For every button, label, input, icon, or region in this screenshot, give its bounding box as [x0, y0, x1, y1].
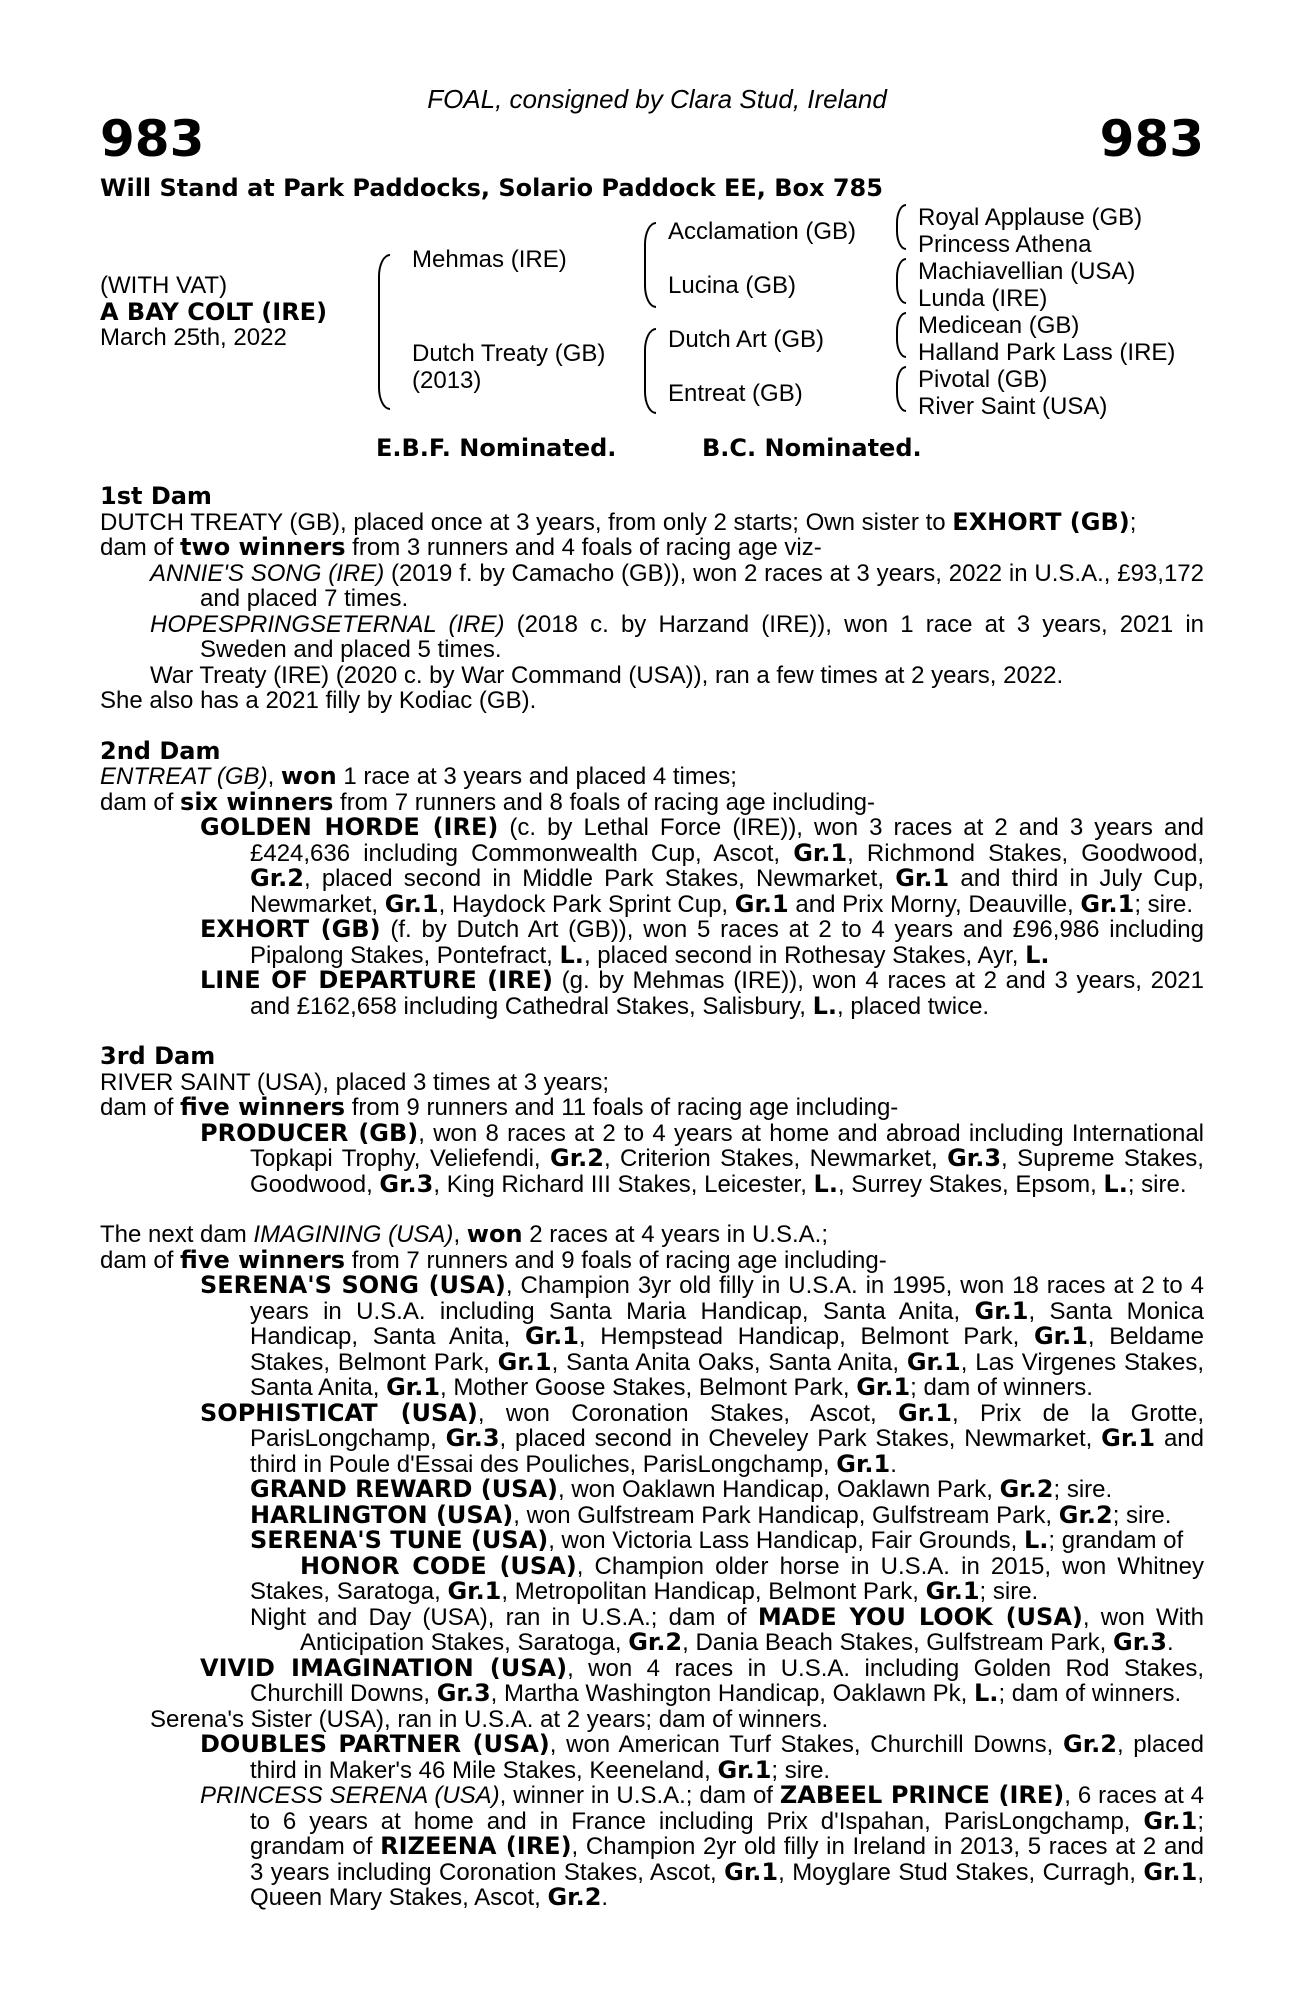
- produce-annies-song: [100, 561, 1204, 612]
- text: dam of: [100, 1094, 181, 1121]
- produce-honor-code: [100, 1551, 1205, 1605]
- grade: L.: [1023, 1526, 1049, 1554]
- dam-name: IMAGINING (USA): [253, 1221, 454, 1248]
- second-dam-line: [100, 764, 1204, 790]
- text: from 3 runners and 4 foals of racing age viz-: [345, 534, 822, 561]
- text: 2 races at 4 years in U.S.A.;: [522, 1221, 828, 1248]
- text: 1 race at 3 years and placed 4 times;: [336, 763, 737, 790]
- grade: Gr.3: [379, 1169, 434, 1198]
- text: , Las Virgenes Stakes, Santa Anita,: [250, 1348, 1204, 1401]
- brace-g3-3a: [896, 312, 906, 336]
- winners-count: two winners: [180, 533, 346, 561]
- catalogue-body: [100, 484, 1204, 1911]
- lot-number-left: 983: [100, 110, 205, 168]
- text: ; sire.: [1134, 890, 1193, 918]
- third-dam-heading: 3rd Dam: [100, 1042, 216, 1070]
- third-dam-line: RIVER SAINT (USA), placed 3 times at 3 years;: [100, 1068, 610, 1096]
- text: from 7 runners and 8 foals of racing age including-: [333, 788, 876, 816]
- dam-sire: Dutch Art (GB): [668, 326, 825, 353]
- horse-name: ZABEEL PRINCE (IRE): [779, 1781, 1065, 1809]
- grade: Gr.1: [1080, 889, 1135, 918]
- text: , won 8 races at 2 to 4 years at home and abroad including International Topkapi Trophy, Veliefendi,: [250, 1119, 1205, 1172]
- produce-vivid-imagination: [100, 1653, 1204, 1707]
- horse-name: HONOR CODE (USA): [300, 1551, 577, 1580]
- grade: Gr.1: [386, 1373, 441, 1401]
- winners-count: five winners: [180, 1245, 346, 1274]
- text: DUTCH TREATY (GB), placed once at 3 years, from only 2 starts; Own sister to: [100, 508, 953, 536]
- text: ; dam of winners.: [910, 1374, 1093, 1401]
- grade: Gr.2: [1063, 1730, 1117, 1758]
- brace-sire: [378, 254, 390, 340]
- produce-exhort: [100, 917, 1204, 968]
- grade: Gr.1: [906, 1347, 961, 1376]
- grade: Gr.1: [1033, 1322, 1088, 1350]
- sire-sire-sire: Royal Applause (GB): [918, 204, 1143, 231]
- horse-name: HOPESPRINGSETERNAL (IRE): [150, 610, 505, 638]
- text: and Prix Morny, Deauville,: [788, 890, 1081, 918]
- grade: L.: [559, 940, 584, 969]
- text: , Champion 2yr old filly in Ireland in 2013, 5 races at 2 and 3 years including Coronation Stakes, Ascot,: [250, 1833, 1204, 1886]
- text: (2019 f. by Camacho (GB)), won 2 races at 3 years, 2022 in U.S.A., £93,172 and placed 7 times.: [200, 559, 1204, 612]
- text: , Haydock Park Sprint Cup,: [438, 890, 735, 918]
- horse-name: SOPHISTICAT (USA): [200, 1398, 478, 1427]
- grade: Gr.1: [524, 1322, 579, 1350]
- grade: Gr.1: [895, 864, 950, 892]
- sire-dam: Lucina (GB): [668, 272, 797, 299]
- dam-name: ENTREAT (GB): [100, 763, 268, 790]
- text: (c. by Lethal Force (IRE)), won 3 races at 2 and 3 years and £424,636 including Commonwealth Cup, Ascot,: [250, 814, 1204, 867]
- brace-sire-parents-top: [644, 222, 656, 268]
- grade: Gr.1: [974, 1296, 1029, 1325]
- text: , Champion older horse in U.S.A. in 2015, won Whitney Stakes, Saratoga,: [250, 1552, 1205, 1605]
- grade: Gr.1: [497, 1347, 552, 1376]
- text: Night and Day (USA), ran in U.S.A.; dam of: [250, 1603, 758, 1631]
- produce-princess-serena: [100, 1783, 1204, 1911]
- stabling-line: Will Stand at Park Paddocks, Solario Paddock EE, Box 785: [100, 174, 883, 202]
- text: , placed second in Middle Park Stakes, Newmarket,: [303, 865, 896, 892]
- horse-name: EXHORT (GB): [200, 915, 381, 943]
- text: , won Gulfstream Park Handicap, Gulfstream Park,: [513, 1501, 1059, 1529]
- second-dam-produce: [100, 787, 1204, 816]
- grade: Gr.1: [447, 1577, 502, 1605]
- sire-name: Mehmas (IRE): [412, 246, 567, 273]
- grade: Gr.1: [898, 1398, 952, 1427]
- text: ; sire.: [771, 1756, 831, 1784]
- brace-sire-parents-bottom: [644, 266, 656, 308]
- produce-sophisticat: [100, 1398, 1204, 1478]
- horse-name: LINE OF DEPARTURE (IRE): [200, 966, 553, 994]
- text: , Beldame Stakes, Belmont Park,: [250, 1323, 1205, 1376]
- horse-name: MADE YOU LOOK (USA): [757, 1602, 1083, 1631]
- horse-name: SERENA'S SONG (USA): [200, 1271, 506, 1299]
- horse-name: ANNIE'S SONG (IRE): [150, 559, 385, 587]
- grade: Gr.1: [793, 838, 848, 867]
- text: (2018 c. by Harzand (IRE)), won 1 race at 3 years, 2021 in Sweden and placed 5 times.: [200, 610, 1204, 663]
- dam-dam: Entreat (GB): [668, 380, 803, 407]
- grade: Gr.1: [1143, 1806, 1198, 1835]
- grade: Gr.2: [550, 1144, 604, 1172]
- produce-grand-reward: [100, 1477, 1204, 1503]
- text: ; sire.: [979, 1578, 1039, 1605]
- brace-g3-4a: [896, 366, 906, 390]
- brace-g3-4b: [896, 388, 906, 412]
- grade: Gr.1: [925, 1577, 980, 1605]
- text: , won American Turf Stakes, Churchill Downs,: [549, 1731, 1063, 1758]
- dam-year: (2013): [412, 367, 482, 394]
- grade: Gr.2: [250, 864, 304, 892]
- foaling-date: March 25th, 2022: [100, 324, 287, 351]
- next-dam-line: [100, 1222, 1204, 1248]
- grade: Gr.3: [445, 1424, 500, 1452]
- text: , Santa Anita Oaks, Santa Anita,: [551, 1348, 907, 1376]
- text: , placed second in Rothesay Stakes, Ayr,: [583, 941, 1026, 969]
- produce-producer: [100, 1118, 1205, 1198]
- sire-dam-dam: Lunda (IRE): [918, 285, 1048, 312]
- text: , Queen Mary Stakes, Ascot,: [250, 1858, 1205, 1911]
- text: (g. by Mehmas (IRE)), won 4 races at 2 and 3 years, 2021 and £162,658 including Cathedral Stakes, Salisbury,: [250, 967, 1205, 1020]
- grade: Gr.1: [1101, 1424, 1156, 1452]
- grade: Gr.1: [1143, 1857, 1198, 1886]
- text: and third in July Cup, Newmarket,: [250, 865, 1205, 918]
- dam-dam-dam: River Saint (USA): [918, 393, 1108, 420]
- consignment-line: FOAL, consigned by Clara Stud, Ireland: [427, 84, 887, 114]
- text: , won Oaklawn Handicap, Oaklawn Park,: [558, 1476, 1000, 1503]
- text: from 7 runners and 9 foals of racing age including-: [345, 1246, 887, 1274]
- brace-g3-2a: [896, 258, 906, 282]
- text: from 9 runners and 11 foals of racing age including-: [345, 1094, 899, 1121]
- text: , Richmond Stakes, Goodwood,: [847, 839, 1204, 867]
- text: , 6 races at 4 to 6 years at home and in France including Prix d'Ispahan, ParisLongchamp,: [250, 1782, 1204, 1835]
- brace-g3-3b: [896, 334, 906, 358]
- grade: Gr.1: [856, 1373, 911, 1401]
- text: ; dam of winners.: [998, 1680, 1182, 1707]
- horse-name: A BAY COLT (IRE): [100, 298, 328, 326]
- text: .: [890, 1450, 897, 1478]
- horse-name: DOUBLES PARTNER (USA): [200, 1730, 550, 1758]
- text: and third in Poule d'Essai des Pouliches, ParisLongchamp,: [250, 1425, 1204, 1478]
- first-dam-produce: [100, 535, 1204, 561]
- dam-dam-sire: Pivotal (GB): [918, 366, 1048, 393]
- horse-name: SERENA'S TUNE (USA): [250, 1526, 549, 1554]
- text: dam of: [100, 1246, 181, 1274]
- grade: Gr.3: [436, 1679, 491, 1707]
- sire-sire-dam: Princess Athena: [918, 231, 1092, 258]
- text: dam of: [100, 534, 181, 561]
- produce-night-and-day: [100, 1602, 1205, 1656]
- grade: Gr.3: [947, 1144, 1002, 1172]
- text: ; grandam of: [1048, 1527, 1184, 1554]
- produce-line-of-departure: [100, 968, 1204, 1019]
- grade: Gr.2: [547, 1883, 602, 1911]
- grade: L.: [974, 1679, 999, 1707]
- text: , Champion 3yr old filly in U.S.A. in 1995, won 18 races at 2 to 4 years in U.S.A. including Santa Maria Handicap, Santa Anita,: [250, 1272, 1204, 1325]
- second-dam-heading: 2nd Dam: [100, 736, 221, 765]
- text: dam of: [100, 788, 181, 816]
- horse-name: GRAND REWARD (USA): [250, 1475, 559, 1503]
- text: , Prix de la Grotte, ParisLongchamp,: [250, 1399, 1204, 1452]
- horse-name: GOLDEN HORDE (IRE): [200, 813, 499, 841]
- produce-kodiac-filly: She also has a 2021 filly by Kodiac (GB).: [100, 687, 537, 714]
- text: ,: [453, 1221, 467, 1248]
- text: , won With Anticipation Stakes, Saratoga,: [300, 1603, 1205, 1656]
- text: , won Coronation Stakes, Ascot,: [477, 1399, 899, 1427]
- text: , Metropolitan Handicap, Belmont Park,: [501, 1578, 926, 1605]
- grade: Gr.2: [1058, 1500, 1113, 1529]
- text: ; grandam of: [250, 1807, 1204, 1860]
- brace-dam-parents-top: [644, 328, 656, 374]
- produce-hopespringseternal: [100, 612, 1204, 663]
- grade: Gr.1: [724, 1857, 779, 1886]
- produce-harlington: [100, 1500, 1204, 1529]
- produce-serenas-tune: [100, 1528, 1204, 1554]
- winners-count: six winners: [180, 787, 334, 816]
- text: , placed second in Cheveley Park Stakes, Newmarket,: [499, 1425, 1102, 1452]
- brace-g3-2b: [896, 280, 906, 304]
- text: .: [601, 1884, 609, 1911]
- grade: Gr.2: [999, 1475, 1054, 1503]
- won-label: won: [280, 762, 337, 790]
- produce-serenas-song: [100, 1273, 1204, 1401]
- brace-g3-1b: [896, 226, 906, 250]
- grade: L.: [813, 1169, 838, 1198]
- horse-name: HARLINGTON (USA): [250, 1500, 514, 1529]
- text: (f. by Dutch Art (GB)), won 5 races at 2 to 4 years and £96,986 including Pipalong Stakes, Pontefract,: [250, 916, 1204, 969]
- horse-name: PRINCESS SERENA (USA): [200, 1782, 500, 1809]
- text: , King Richard III Stakes, Leicester,: [433, 1170, 814, 1198]
- brace-dam: [378, 338, 390, 410]
- sire-dam-sire: Machiavellian (USA): [918, 258, 1136, 285]
- dam-sire-sire: Medicean (GB): [918, 312, 1080, 339]
- horse-name: VIVID IMAGINATION (USA): [200, 1653, 568, 1682]
- text: , placed third in Maker's 46 Mile Stakes, Keeneland,: [250, 1731, 1204, 1784]
- grade: Gr.1: [836, 1449, 891, 1478]
- grade: Gr.1: [384, 889, 439, 918]
- text: The next dam: [100, 1221, 254, 1248]
- text: ;: [1129, 508, 1137, 536]
- brace-dam-parents-bottom: [644, 372, 656, 414]
- sire-sire: Acclamation (GB): [668, 218, 857, 245]
- grade: Gr.2: [628, 1628, 683, 1656]
- horse-name: PRODUCER (GB): [200, 1118, 419, 1147]
- text: , winner in U.S.A.; dam of: [499, 1782, 780, 1809]
- exhort-name: EXHORT (GB): [952, 507, 1130, 536]
- text: , placed twice.: [837, 992, 990, 1020]
- produce-serenas-sister: Serena's Sister (USA), ran in U.S.A. at 2 years; dam of winners.: [150, 1705, 829, 1733]
- text: ; sire.: [1127, 1170, 1187, 1198]
- next-dam-produce: [100, 1245, 1204, 1274]
- grade: Gr.3: [1113, 1628, 1167, 1656]
- text: ; sire.: [1053, 1476, 1113, 1503]
- text: , Surrey Stakes, Epsom,: [837, 1170, 1104, 1198]
- text: , Mother Goose Stakes, Belmont Park,: [440, 1374, 857, 1401]
- grade: L.: [1103, 1169, 1128, 1198]
- text: ,: [267, 763, 281, 790]
- first-dam-line: [100, 507, 1204, 536]
- first-dam-heading: 1st Dam: [100, 482, 212, 510]
- winners-count: five winners: [180, 1093, 346, 1121]
- dam-name: Dutch Treaty (GB): [412, 340, 606, 367]
- produce-doubles-partner: [100, 1732, 1204, 1783]
- text: , Criterion Stakes, Newmarket,: [603, 1145, 948, 1172]
- dam-sire-dam: Halland Park Lass (IRE): [918, 339, 1176, 366]
- text: .: [1166, 1629, 1174, 1656]
- text: , Santa Monica Handicap, Santa Anita,: [250, 1297, 1205, 1350]
- ebf-nomination: E.B.F. Nominated.: [376, 434, 617, 462]
- grade: L.: [812, 991, 838, 1020]
- lot-number-right: 983: [1099, 110, 1204, 168]
- text: , Moyglare Stud Stakes, Curragh,: [778, 1858, 1144, 1886]
- text: , won Victoria Lass Handicap, Fair Grounds,: [548, 1527, 1024, 1554]
- won-label: won: [466, 1220, 523, 1248]
- text: , Martha Washington Handicap, Oaklawn Pk,: [490, 1680, 975, 1707]
- horse-name: RIZEENA (IRE): [380, 1832, 572, 1860]
- text: ; sire.: [1112, 1501, 1172, 1529]
- text: , Hempstead Handicap, Belmont Park,: [578, 1323, 1034, 1350]
- brace-g3-1a: [896, 204, 906, 228]
- grade: Gr.1: [717, 1755, 772, 1784]
- grade: Gr.1: [734, 889, 789, 918]
- text: , Supreme Stakes, Goodwood,: [250, 1145, 1204, 1198]
- third-dam-produce: [100, 1095, 1204, 1121]
- grade: L.: [1025, 940, 1050, 969]
- text: , Dania Beach Stakes, Gulfstream Park,: [682, 1629, 1113, 1656]
- produce-golden-horde: [100, 815, 1204, 917]
- produce-war-treaty: War Treaty (IRE) (2020 c. by War Command (USA)), ran a few times at 2 years, 2022.: [150, 661, 1064, 689]
- text: , won 4 races in U.S.A. including Golden Rod Stakes, Churchill Downs,: [250, 1654, 1204, 1707]
- bc-nomination: B.C. Nominated.: [702, 434, 922, 462]
- vat-label: (WITH VAT): [100, 272, 228, 299]
